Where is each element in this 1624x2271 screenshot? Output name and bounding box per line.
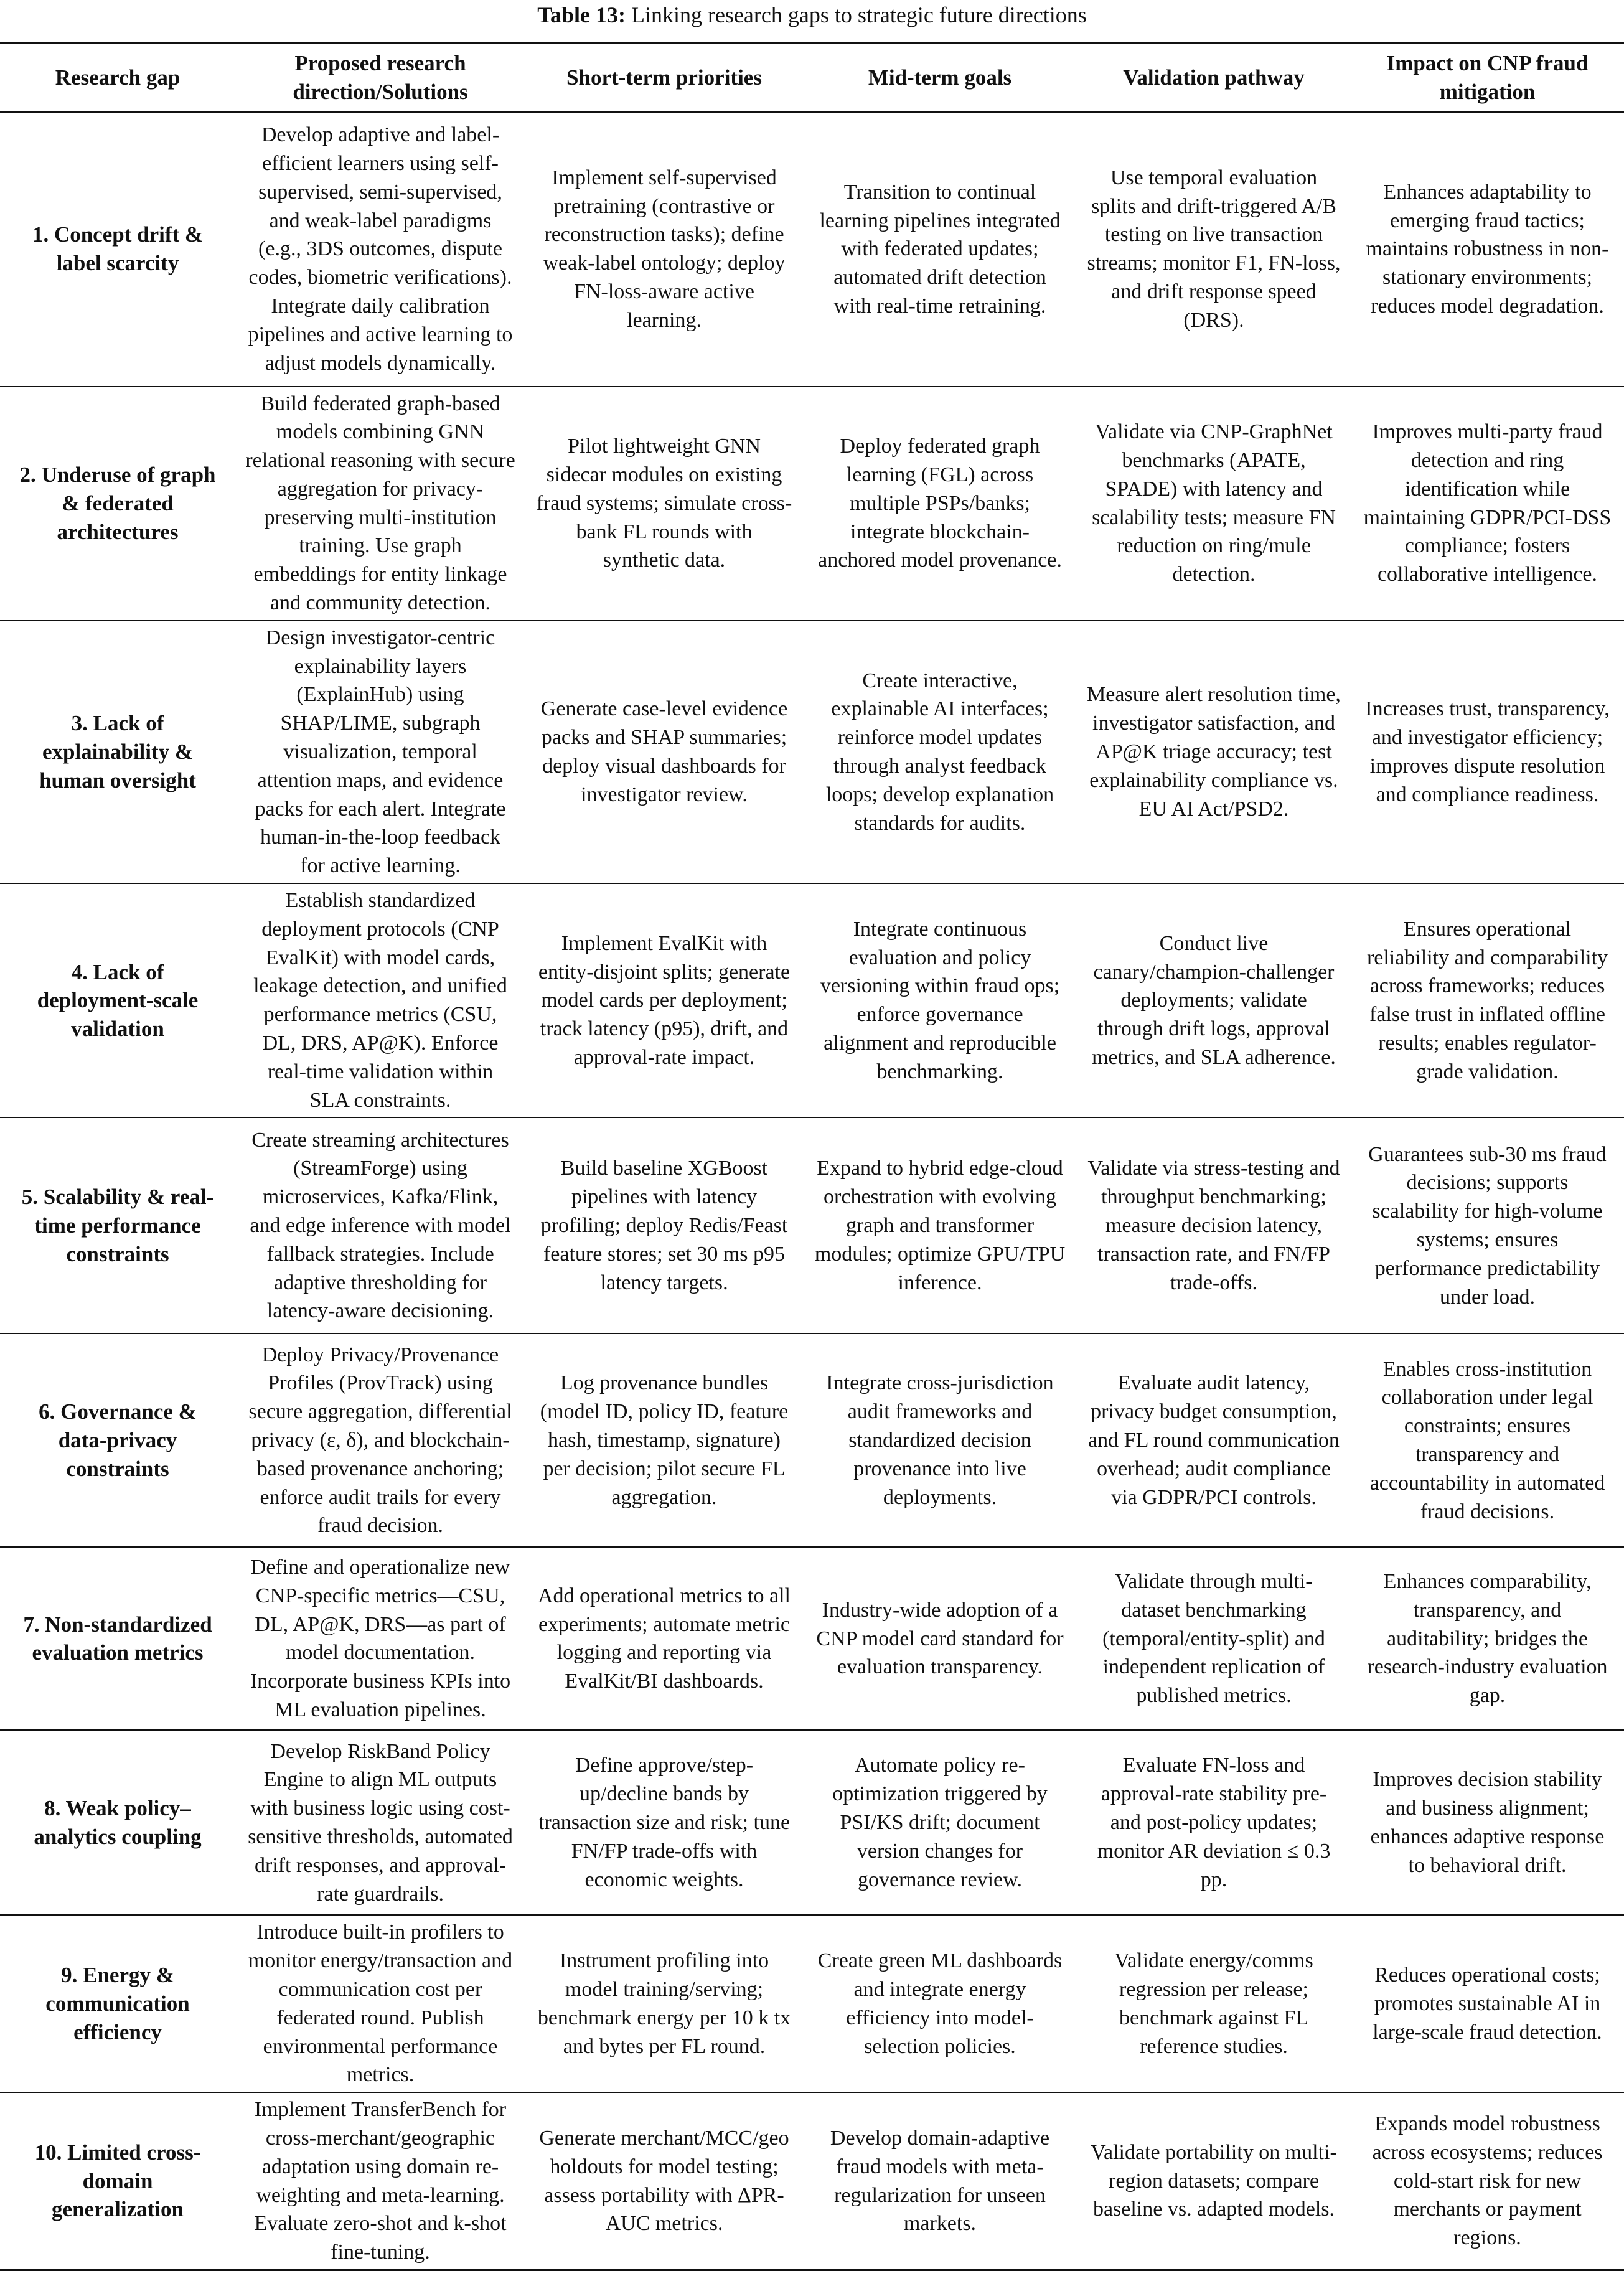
cell-impact: Improves multi-party fraud detection and ring identification while maintaining GDPR/PCI-DSS compliance; fosters collaborative intelligence. — [1351, 387, 1624, 621]
cell-short-term: Generate case-level evidence packs and SHAP summaries; deploy visual dashboards for investigator review. — [525, 621, 803, 883]
cell-direction: Build federated graph-based models combining GNN relational reasoning with secure aggregation for privacy-preserving multi-institution training. Use graph embeddings for entity linkage and community detection. — [235, 387, 525, 621]
table-row — [0, 621, 1624, 883]
cell-research-gap: 3. Lack of explainability & human oversight — [0, 621, 235, 883]
cell-impact: Enables cross-institution collaboration under legal constraints; ensures transparency and accountability in automated fraud decisions. — [1351, 1333, 1624, 1547]
cell-validation: Validate via CNP-GraphNet benchmarks (APATE, SPADE) with latency and scalability tests; measure FN reduction on ring/mule detection. — [1077, 387, 1351, 621]
cell-mid-term: Deploy federated graph learning (FGL) across multiple PSPs/banks; integrate blockchain-anchored model provenance. — [803, 387, 1077, 621]
cell-validation: Validate through multi-dataset benchmarking (temporal/entity-split) and independent replication of published metrics. — [1077, 1547, 1351, 1730]
cell-mid-term: Automate policy re-optimization triggered by PSI/KS drift; document version changes for governance review. — [803, 1730, 1077, 1915]
cell-research-gap: 5. Scalability & real-time performance constraints — [0, 1117, 235, 1333]
cell-short-term: Define approve/step-up/decline bands by transaction size and risk; tune FN/FP trade-offs with economic weights. — [525, 1730, 803, 1915]
table-row — [0, 2092, 1624, 2270]
cell-direction: Deploy Privacy/Provenance Profiles (ProvTrack) using secure aggregation, differential privacy (ε, δ), and blockchain-based provenance anchoring; enforce audit trails for every fraud decision. — [235, 1333, 525, 1547]
cell-validation: Validate portability on multi-region datasets; compare baseline vs. adapted models. — [1077, 2092, 1351, 2270]
cell-research-gap: 4. Lack of deployment-scale validation — [0, 883, 235, 1117]
table-caption — [0, 0, 1624, 37]
cell-direction: Implement TransferBench for cross-merchant/geographic adaptation using domain re-weighting and meta-learning. Evaluate zero-shot and k-shot fine-tuning. — [235, 2092, 525, 2270]
cell-mid-term: Develop domain-adaptive fraud models with meta-regularization for unseen markets. — [803, 2092, 1077, 2270]
cell-impact: Expands model robustness across ecosystems; reduces cold-start risk for new merchants or payment regions. — [1351, 2092, 1624, 2270]
table-row — [0, 387, 1624, 621]
cell-direction: Design investigator-centric explainability layers (ExplainHub) using SHAP/LIME, subgraph visualization, temporal attention maps, and evidence packs for each alert. Integrate human-in-the-loop feedback for active learning. — [235, 621, 525, 883]
cell-impact: Reduces operational costs; promotes sustainable AI in large-scale fraud detection. — [1351, 1915, 1624, 2092]
table-row — [0, 1333, 1624, 1547]
table-body — [0, 112, 1624, 2270]
cell-short-term: Pilot lightweight GNN sidecar modules on existing fraud systems; simulate cross-bank FL rounds with synthetic data. — [525, 387, 803, 621]
cell-short-term: Instrument profiling into model training/serving; benchmark energy per 10 k tx and bytes per FL round. — [525, 1915, 803, 2092]
cell-mid-term: Expand to hybrid edge-cloud orchestration with evolving graph and transformer modules; optimize GPU/TPU inference. — [803, 1117, 1077, 1333]
cell-direction: Define and operationalize new CNP-specific metrics—CSU, DL, AP@K, DRS—as part of model documentation. Incorporate business KPIs into ML evaluation pipelines. — [235, 1547, 525, 1730]
cell-research-gap: 2. Underuse of graph & federated architectures — [0, 387, 235, 621]
header-short-term: Short-term priorities — [525, 44, 803, 112]
table-row — [0, 112, 1624, 387]
table-row — [0, 1117, 1624, 1333]
cell-validation: Conduct live canary/champion-challenger deployments; validate through drift logs, approval metrics, and SLA adherence. — [1077, 883, 1351, 1117]
cell-mid-term: Industry-wide adoption of a CNP model card standard for evaluation transparency. — [803, 1547, 1077, 1730]
header-proposed-direction: Proposed research direction/Solutions — [235, 44, 525, 112]
cell-validation: Measure alert resolution time, investigator satisfaction, and AP@K triage accuracy; test explainability compliance vs. EU AI Act/PSD2. — [1077, 621, 1351, 883]
cell-research-gap: 10. Limited cross-domain generalization — [0, 2092, 235, 2270]
cell-direction: Develop adaptive and label-efficient learners using self-supervised, semi-supervised, and weak-label paradigms (e.g., 3DS outcomes, dispute codes, biometric verifications). Integrate daily calibration pipelines and active learning to adjust models dynamically. — [235, 112, 525, 387]
cell-validation: Evaluate FN-loss and approval-rate stability pre- and post-policy updates; monitor AR deviation ≤ 0.3 pp. — [1077, 1730, 1351, 1915]
cell-short-term: Implement EvalKit with entity-disjoint splits; generate model cards per deployment; track latency (p95), drift, and approval-rate impact. — [525, 883, 803, 1117]
cell-impact: Increases trust, transparency, and investigator efficiency; improves dispute resolution and compliance readiness. — [1351, 621, 1624, 883]
cell-mid-term: Transition to continual learning pipelines integrated with federated updates; automated drift detection with real-time retraining. — [803, 112, 1077, 387]
cell-short-term: Log provenance bundles (model ID, policy ID, feature hash, timestamp, signature) per decision; pilot secure FL aggregation. — [525, 1333, 803, 1547]
table-caption-label: Table 13: — [537, 2, 626, 27]
cell-research-gap: 1. Concept drift & label scarcity — [0, 112, 235, 387]
cell-validation: Validate energy/comms regression per release; benchmark against FL reference studies. — [1077, 1915, 1351, 2092]
cell-impact: Ensures operational reliability and comparability across frameworks; reduces false trust in inflated offline results; enables regulator-grade validation. — [1351, 883, 1624, 1117]
header-row — [0, 44, 1624, 112]
header-mid-term: Mid-term goals — [803, 44, 1077, 112]
cell-impact: Enhances comparability, transparency, and auditability; bridges the research-industry evaluation gap. — [1351, 1547, 1624, 1730]
header-validation: Validation pathway — [1077, 44, 1351, 112]
cell-mid-term: Create green ML dashboards and integrate energy efficiency into model-selection policies. — [803, 1915, 1077, 2092]
table-caption-title: Linking research gaps to strategic future directions — [631, 2, 1087, 27]
cell-short-term: Build baseline XGBoost pipelines with latency profiling; deploy Redis/Feast feature stores; set 30 ms p95 latency targets. — [525, 1117, 803, 1333]
research-gaps-table — [0, 42, 1624, 2271]
table-header — [0, 44, 1624, 112]
cell-mid-term: Integrate continuous evaluation and policy versioning within fraud ops; enforce governance alignment and reproducible benchmarking. — [803, 883, 1077, 1117]
cell-short-term: Generate merchant/MCC/geo holdouts for model testing; assess portability with ΔPR-AUC metrics. — [525, 2092, 803, 2270]
cell-mid-term: Create interactive, explainable AI interfaces; reinforce model updates through analyst feedback loops; develop explanation standards for audits. — [803, 621, 1077, 883]
cell-validation: Use temporal evaluation splits and drift-triggered A/B testing on live transaction streams; monitor F1, FN-loss, and drift response speed (DRS). — [1077, 112, 1351, 387]
cell-direction: Establish standardized deployment protocols (CNP EvalKit) with model cards, leakage detection, and unified performance metrics (CSU, DL, DRS, AP@K). Enforce real-time validation within SLA constraints. — [235, 883, 525, 1117]
cell-direction: Develop RiskBand Policy Engine to align ML outputs with business logic using cost-sensitive thresholds, automated drift responses, and approval-rate guardrails. — [235, 1730, 525, 1915]
table-row — [0, 1915, 1624, 2092]
cell-direction: Introduce built-in profilers to monitor energy/transaction and communication cost per federated round. Publish environmental performance metrics. — [235, 1915, 525, 2092]
cell-impact: Enhances adaptability to emerging fraud tactics; maintains robustness in non-stationary environments; reduces model degradation. — [1351, 112, 1624, 387]
cell-impact: Guarantees sub-30 ms fraud decisions; supports scalability for high-volume systems; ensures performance predictability under load. — [1351, 1117, 1624, 1333]
cell-short-term: Add operational metrics to all experiments; automate metric logging and reporting via EvalKit/BI dashboards. — [525, 1547, 803, 1730]
cell-research-gap: 7. Non-standardized evaluation metrics — [0, 1547, 235, 1730]
table-row — [0, 883, 1624, 1117]
table-row — [0, 1730, 1624, 1915]
header-impact: Impact on CNP fraud mitigation — [1351, 44, 1624, 112]
cell-validation: Validate via stress-testing and throughput benchmarking; measure decision latency, transaction rate, and FN/FP trade-offs. — [1077, 1117, 1351, 1333]
cell-research-gap: 9. Energy & communication efficiency — [0, 1915, 235, 2092]
cell-research-gap: 6. Governance & data-privacy constraints — [0, 1333, 235, 1547]
cell-short-term: Implement self-supervised pretraining (contrastive or reconstruction tasks); define weak-label ontology; deploy FN-loss-aware active learning. — [525, 112, 803, 387]
header-research-gap: Research gap — [0, 44, 235, 112]
cell-direction: Create streaming architectures (StreamForge) using microservices, Kafka/Flink, and edge inference with model fallback strategies. Include adaptive thresholding for latency-aware decisioning. — [235, 1117, 525, 1333]
cell-impact: Improves decision stability and business alignment; enhances adaptive response to behavioral drift. — [1351, 1730, 1624, 1915]
table-row — [0, 1547, 1624, 1730]
cell-validation: Evaluate audit latency, privacy budget consumption, and FL round communication overhead; audit compliance via GDPR/PCI controls. — [1077, 1333, 1351, 1547]
cell-research-gap: 8. Weak policy–analytics coupling — [0, 1730, 235, 1915]
cell-mid-term: Integrate cross-jurisdiction audit frameworks and standardized decision provenance into live deployments. — [803, 1333, 1077, 1547]
